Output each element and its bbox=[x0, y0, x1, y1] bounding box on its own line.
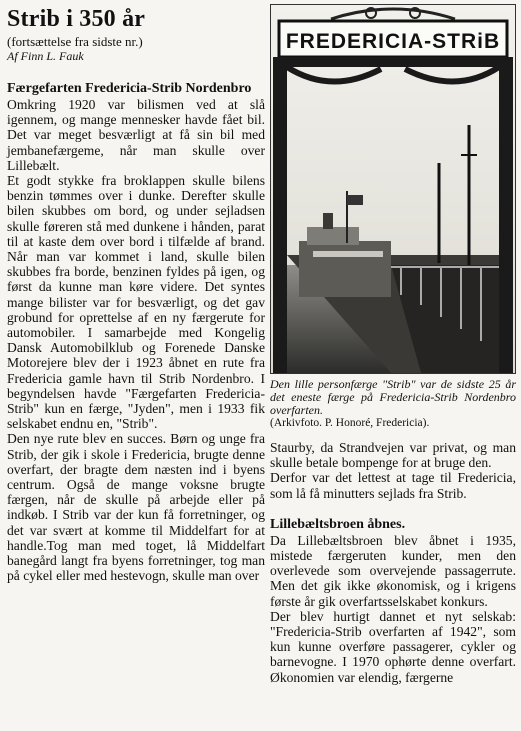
paragraph: Staurby, da Strandvejen var privat, og man skulle betale bompenge for at bruge den. bbox=[270, 440, 516, 471]
sign-text: FREDERICIA-STRiB bbox=[285, 30, 501, 53]
photo-caption: Den lille personfærge "Strib" var de sidste 25 år det eneste færge på Fredericia-Strib Nordenbro overfarten. bbox=[270, 377, 516, 417]
article-title: Strib i 350 år bbox=[7, 6, 146, 32]
right-column bbox=[270, 4, 516, 685]
article-body-right bbox=[270, 440, 516, 501]
article-body-right-2 bbox=[270, 533, 516, 685]
paragraph: Et godt stykke fra broklappen skulle bilens benzin tømmes over i dunke. Derefter skulle bilen skubbes om bord, og under sejladsen skulle føreren stå med dunkene i hånden, parat til at kaste dem over bord i tilfælde af brand. Når man var kommet i land, skulle bilen skubbes fra borde, benzinen fyldes på igen, og først da kunne man køre videre. Det syntes mange bilister var for besværligt, og det gav grobund for oprettelse af en ny færgerute for automobiler. I samarbejde med Kongelig Dansk Automobilklub og Forenede Danske Motorejere blev der i 1923 åbnet en rute fra Fredericia gamle havn til Strib Nordenbro. I begyndelsen havde "Færgefarten Fredericia-Strib" kun en færge, "Jyden", men i 1933 fik selskabet endnu en, "Strib". bbox=[7, 173, 265, 432]
paragraph: Derfor var det lettest at tage til Fredericia, som lå få minutters sejlads fra Strib. bbox=[270, 470, 516, 501]
photo-credit: (Arkivfoto. P. Honoré, Fredericia). bbox=[270, 417, 430, 429]
section-heading: Færgefarten Fredericia-Strib Nordenbro bbox=[7, 81, 252, 96]
paragraph: Da Lillebæltsbroen blev åbnet i 1935, mistede færgeruten kunder, men den overlevede som overvejende passagerrute. Men det gik ikke økonomisk, og i krigens første år gik overfartsselskabet konkurs. bbox=[270, 532, 516, 609]
ferry-photo-illustration bbox=[271, 5, 515, 373]
article-body-left bbox=[7, 97, 265, 584]
paragraph: Der blev hurtigt dannet et nyt selskab: "Fredericia-Strib overfarten af 1942", som kun kunne overføre passagerer, cykler og barnevogne. I 1970 ophørte denne overfart. Økonomien var elendig, færgerne bbox=[270, 608, 516, 685]
article-subtitle: (fortsættelse fra sidste nr.) bbox=[7, 34, 143, 49]
archive-photo bbox=[270, 4, 516, 374]
paragraph: Den nye rute blev en succes. Børn og unge fra Strib, der gik i skole i Fredericia, brugte denne overfart, der bragte dem næsten ind i byens centrum. Også de mange voksne brugte færgen, når de skulle på arbejde eller på indkøb. I Strib var der kun få forretninger, og det var svært at komme til Middelfart for at handle.Tog man med toget, lå Middelfart banegård langt fra byens forretninger, tog man på cykel eller med hestevogn, skulle man over bbox=[7, 431, 265, 584]
left-column bbox=[7, 6, 265, 584]
section-heading-2: Lillebæltsbroen åbnes. bbox=[270, 516, 406, 532]
article-byline: Af Finn L. Fauk bbox=[7, 49, 84, 63]
paragraph: Omkring 1920 var bilismen ved at slå igennem, og mange mennesker havde fået bil. Det var meget besværligt at få sin bil med jembanefærgeme, når man skulle over Lillebælt. bbox=[7, 97, 265, 173]
